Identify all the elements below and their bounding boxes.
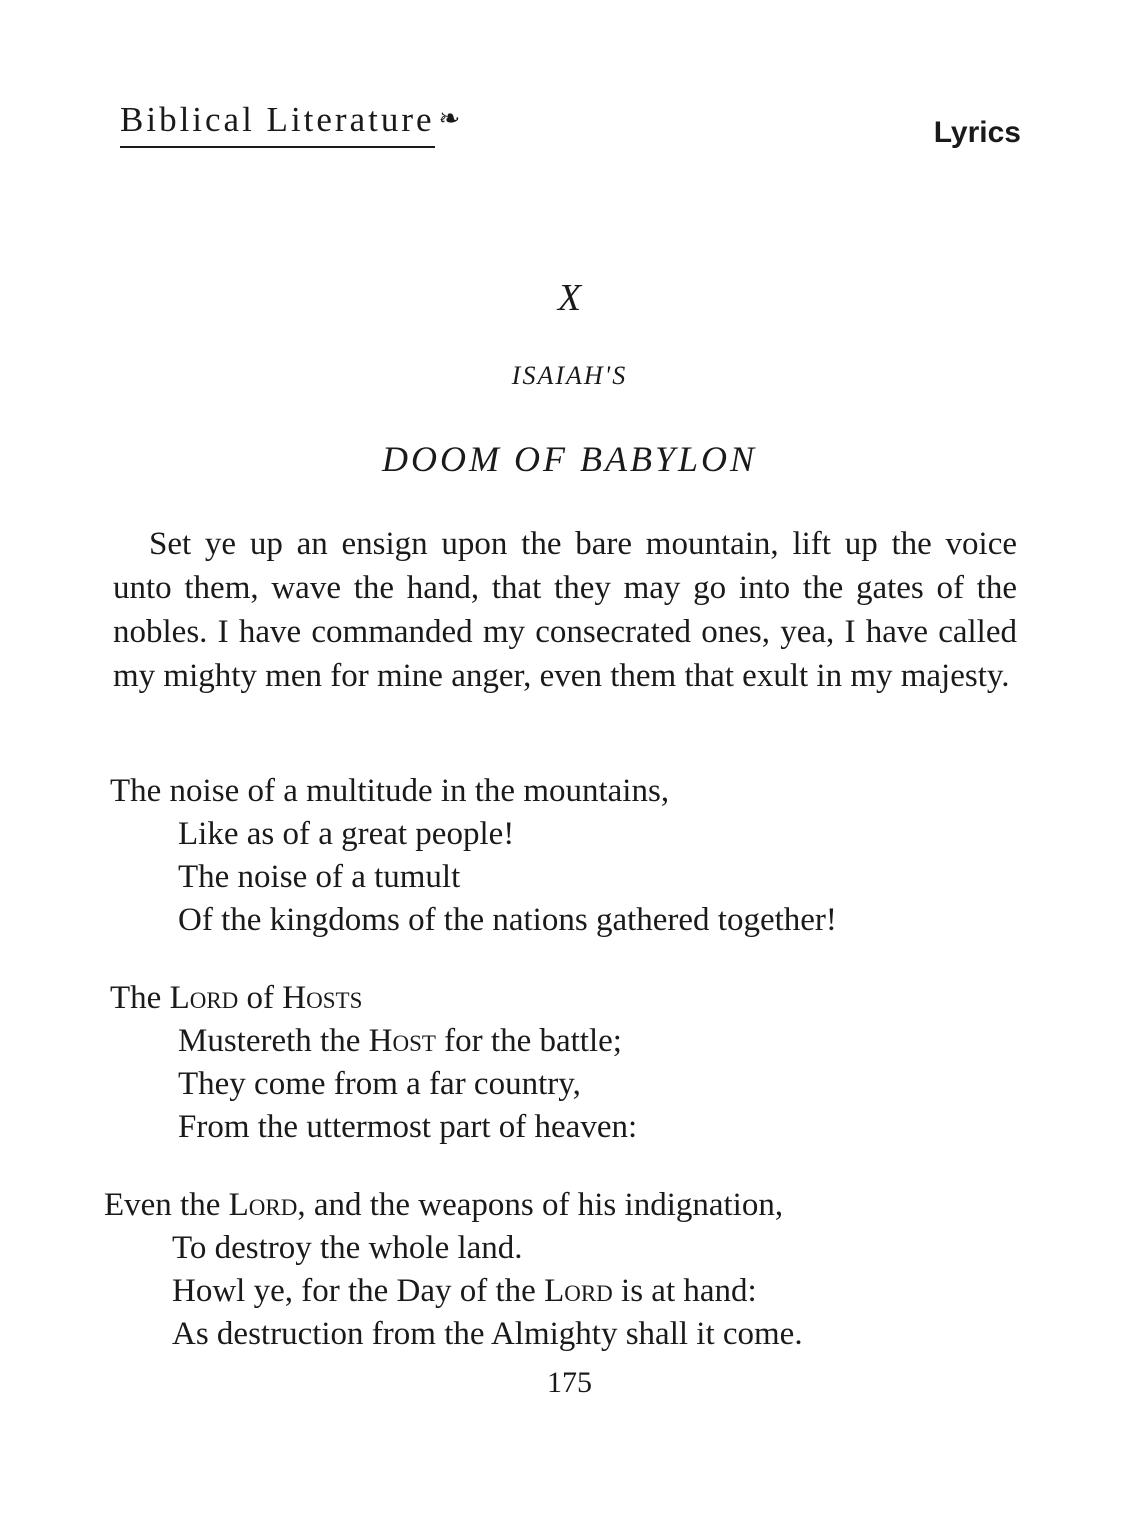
book-title: Biblical Literature: [120, 100, 435, 148]
prose-paragraph: Set ye up an ensign upon the bare mountain, lift up the voice unto them, wave the hand, that they may go into the gates of the nobles. I have commanded my consecrated ones, yea, I have called my mighty men for mine anger, even them that exult in my majesty.: [113, 526, 1017, 694]
verse-line: Mustereth the Host for the battle;: [178, 1023, 622, 1059]
verse-line: Even the Lord, and the weapons of his indignation,: [104, 1187, 784, 1223]
section-label: Lyrics: [933, 116, 1021, 149]
verse-line: As destruction from the Almighty shall it come.: [172, 1316, 803, 1352]
stanza-3: [104, 1184, 1004, 1356]
verse-line: Like as of a great people!: [178, 816, 515, 852]
running-head-left: [120, 100, 460, 148]
verse-line: The noise of a multitude in the mountains,: [110, 773, 670, 809]
verse-line: The Lord of Hosts: [110, 980, 363, 1016]
chapter-numeral: X: [557, 277, 582, 319]
verse-line: To destroy the whole land.: [172, 1230, 523, 1266]
stanza-1: [110, 770, 1010, 942]
verse-line: They come from a far country,: [178, 1066, 581, 1102]
verse-line: The noise of a tumult: [178, 859, 461, 895]
author-subheading: ISAIAH'S: [511, 361, 628, 390]
verse-line: Howl ye, for the Day of the Lord is at hand:: [172, 1273, 757, 1309]
fleuron-icon: ❧: [438, 104, 461, 133]
verse-line: Of the kingdoms of the nations gathered together!: [178, 902, 837, 938]
page-number: 175: [547, 1366, 592, 1399]
poem-title: DOOM OF BABYLON: [382, 439, 757, 479]
stanza-2: [110, 977, 1010, 1149]
verse-line: From the uttermost part of heaven:: [178, 1109, 638, 1145]
